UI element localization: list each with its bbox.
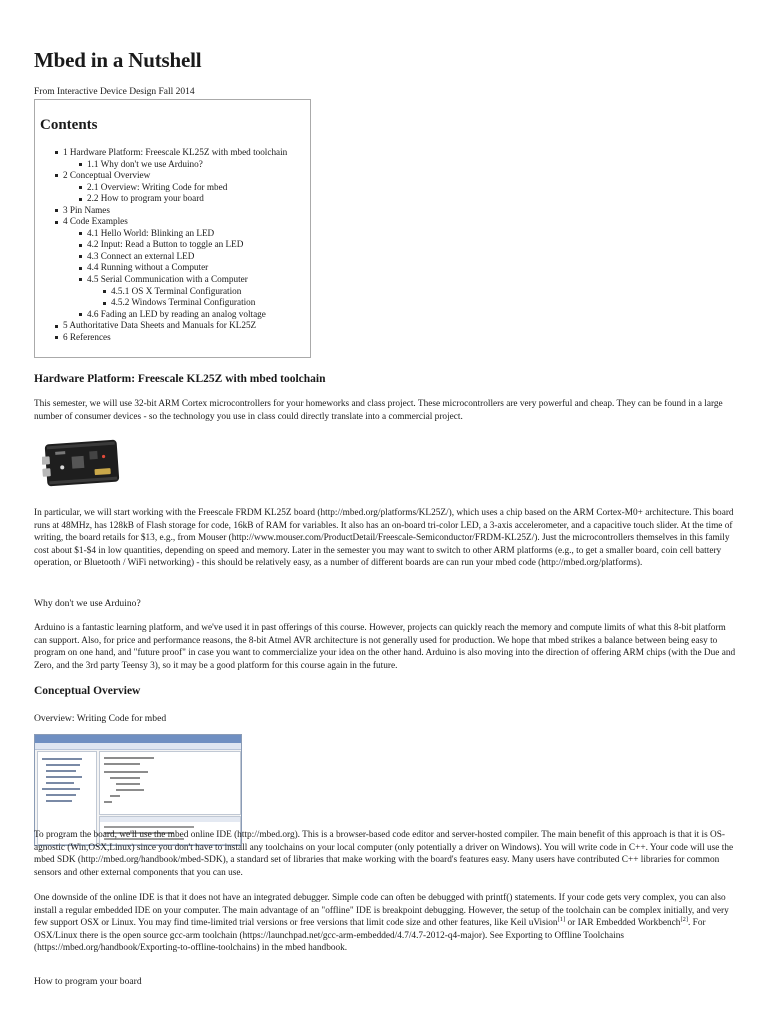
toc-item bbox=[55, 309, 287, 321]
toc-item bbox=[55, 332, 287, 344]
toc-link[interactable]: 2.1 Overview: Writing Code for mbed bbox=[87, 181, 228, 192]
page-title: Mbed in a Nutshell bbox=[34, 48, 202, 72]
reference-link-2[interactable]: [2] bbox=[680, 916, 689, 924]
toc-item bbox=[55, 147, 287, 159]
ide-code-editor bbox=[99, 751, 241, 815]
toc-item bbox=[55, 193, 287, 205]
toc-item bbox=[55, 239, 287, 251]
toc-item bbox=[55, 182, 287, 194]
toc-item bbox=[55, 251, 287, 263]
toc-link[interactable]: 2 Conceptual Overview bbox=[63, 170, 151, 181]
toc-item bbox=[55, 170, 287, 182]
toc-item bbox=[55, 274, 287, 286]
toc-item bbox=[55, 216, 287, 228]
toc-link[interactable]: 4.4 Running without a Computer bbox=[87, 262, 209, 273]
section-heading-conceptual: Conceptual Overview bbox=[34, 685, 141, 697]
toc-item bbox=[55, 286, 287, 298]
ide-titlebar bbox=[35, 735, 241, 743]
offline-ide-text-b: or IAR Embedded Workbench bbox=[565, 918, 681, 929]
hardware-intro-paragraph: This semester, we will use 32-bit ARM Cortex microcontrollers for your homeworks and class project. These microcontrollers are very powerful and cheap. They can be found in a large number of consumer devices - so the technology you use in class could directly translate into a commercial project. bbox=[34, 399, 723, 422]
section-heading-hardware: Hardware Platform: Freescale KL25Z with mbed toolchain bbox=[34, 373, 326, 385]
toc-list bbox=[55, 147, 287, 343]
offline-ide-text-a: One downside of the online IDE is that it does not have an integrated debugger. Simple code can often be debugged with printf() statements. If your code gets very complex, you can also install a regular embedded IDE on your computer. The main advantage of an "offline" IDE is breakpoint debugging. However, the setup of the toolchain can be complex initially, and very few support OSX or Linux. You may find time-limited trial versions or free versions that limit code size and other features, like Keil uVision bbox=[34, 893, 729, 929]
board-image bbox=[42, 436, 122, 490]
reference-link-1[interactable]: [1] bbox=[557, 916, 566, 924]
toc-link[interactable]: 3 Pin Names bbox=[63, 204, 110, 215]
toc-item bbox=[55, 205, 287, 217]
toc-link[interactable]: 4.5 Serial Communication with a Computer bbox=[87, 274, 248, 285]
toc-link[interactable]: 4 Code Examples bbox=[63, 216, 128, 227]
ide-menubar bbox=[35, 743, 241, 750]
source-line: From Interactive Device Design Fall 2014 bbox=[34, 87, 195, 97]
toc-item bbox=[55, 228, 287, 240]
offline-ide-paragraph bbox=[34, 892, 738, 955]
toc-item bbox=[55, 262, 287, 274]
hardware-detail-paragraph: In particular, we will start working with the Freescale FRDM KL25Z board (http://mbed.org/platforms/KL25Z/), which uses a chip based on the ARM Cortex-M0+ architecture. This board runs at 48MHz, has 128kB of Flash storage for code, 16kB of RAM for variables. It also has an on-board tri-color LED, a 3-axis accelerometer, and a capacitive touch slider. At the time of writing, the board retails for $13, e.g., from Mouser (http://www.mouser.com/ProductDetail/Freescale-Semiconductor/FRDM-KL25Z/). Just the microcontrollers themselves in this family cost about $1-$4 in low quantities, depending on speed and memory. Later in the semester you may want to switch to other ARM platforms (e.g., to get a smaller board, coin cell battery operation, or Bluetooth / WiFi networking) - this should be relatively easy, as a number of different boards are can run your mbed code (http://mbed.org/platforms). bbox=[34, 508, 734, 569]
toc-link[interactable]: 5 Authoritative Data Sheets and Manuals for KL25Z bbox=[63, 320, 257, 331]
toc-item bbox=[55, 297, 287, 309]
subheading-why-not-arduino: Why don't we use Arduino? bbox=[34, 598, 141, 609]
toc-link[interactable]: 2.2 How to program your board bbox=[87, 193, 204, 204]
toc-link[interactable]: 4.2 Input: Read a Button to toggle an LED bbox=[87, 239, 244, 250]
toc-link[interactable]: 1 Hardware Platform: Freescale KL25Z with mbed toolchain bbox=[63, 147, 288, 157]
toc-link[interactable]: 1.1 Why don't we use Arduino? bbox=[87, 158, 203, 169]
toc-link[interactable]: 4.5.2 Windows Terminal Configuration bbox=[111, 297, 256, 308]
toc-item bbox=[55, 159, 287, 171]
toc-link[interactable]: 4.5.1 OS X Terminal Configuration bbox=[111, 285, 242, 296]
toc-link[interactable]: 4.6 Fading an LED by reading an analog voltage bbox=[87, 308, 266, 319]
toc-item bbox=[55, 320, 287, 332]
table-of-contents bbox=[34, 99, 311, 358]
toc-link[interactable]: 4.1 Hello World: Blinking an LED bbox=[87, 227, 215, 238]
why-arduino-paragraph: Arduino is a fantastic learning platform, and we've used it in past offerings of this course. However, projects can quickly reach the memory and compute limits of what this 8-bit platform can support. Also, for price and performance reasons, the 8-bit Atmel AVR architecture is not generally used for production. We hope that mbed strikes a balance between being easy to program on one hand, and "future proof" in case you want to commercialize your idea on the other hand. Arduino is also moving into the direction of offering ARM chips (with the Due and Zero, and the 3rd party Teensy 3), so it may be a good platform for this course again in the future. bbox=[34, 623, 736, 671]
subheading-how-to-program: How to program your board bbox=[34, 976, 142, 987]
subheading-writing-code: Overview: Writing Code for mbed bbox=[34, 713, 167, 724]
toc-link[interactable]: 4.3 Connect an external LED bbox=[87, 250, 195, 261]
online-ide-paragraph: To program the board, we'll use the mbed online IDE (http://mbed.org). This is a browser-based code editor and server-hosted compiler. The main benefit of this approach is that it is OS-agnostic (Win,OSX,Linux) since you don't have to install any toolchains on your local computer (only potentially a driver on Windows). You will write code in C++. Your code will use the mbed SDK (http://mbed.org/handbook/mbed-SDK), a standard set of libraries that make working with the board's features easy. Many users have contributed C++ libraries for common sensors and other external components that you can use. bbox=[34, 830, 734, 878]
toc-link[interactable]: 6 References bbox=[63, 331, 111, 342]
offline-ide-text-c: . For OSX/Linux there is the open source gcc-arm toolchain (https://launchpad.net/gcc-arm-embedded/4.7/4.7-2012-q4-major). See Exporting to Offline Toolchains (https://mbed.org/handbook/Exporting-to-offline-toolchains) in the mbed handbook. bbox=[34, 918, 706, 954]
toc-heading: Contents bbox=[40, 117, 98, 133]
